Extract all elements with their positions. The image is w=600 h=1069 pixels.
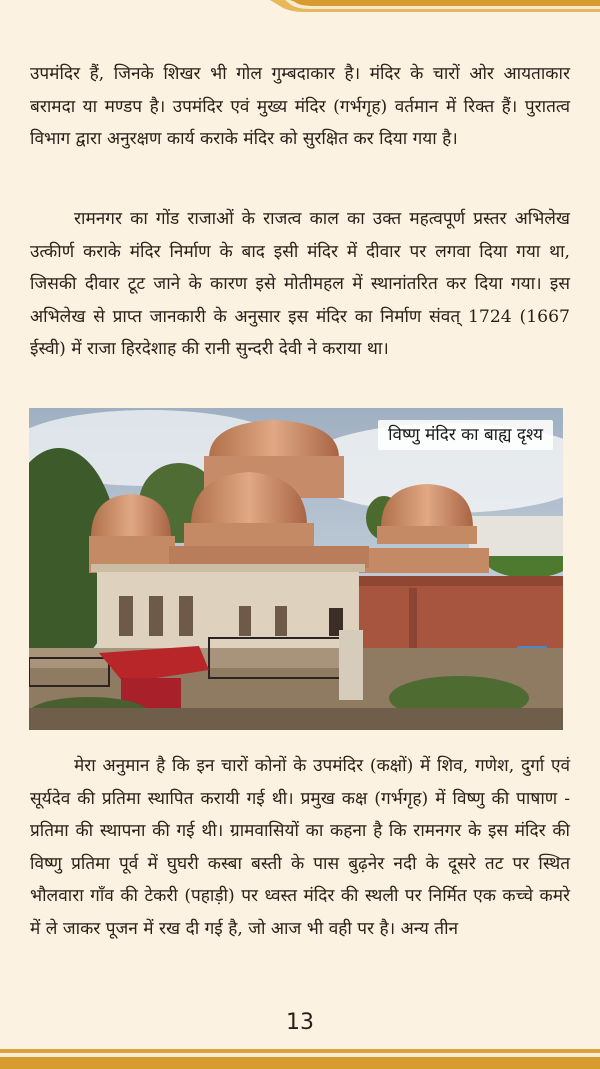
page-number: 13 — [286, 1010, 314, 1035]
top-decorative-band — [0, 0, 600, 30]
photo-caption: विष्णु मंदिर का बाह्य दृश्य — [378, 420, 553, 450]
paragraph-1: उपमंदिर हैं, जिनके शिखर भी गोल गुम्बदाकार है। मंदिर के चारों ओर आयताकार बरामदा या मण्डप है। उपमंदिर एवं मुख्य मंदिर (गर्भगृह) वर्तमान में रिक्त हैं। पुरातत्व विभाग द्वारा अनुरक्षण कार्य कराके मंदिर को सुरक्षित कर दिया गया है। — [30, 64, 570, 150]
temple-illustration — [29, 408, 563, 730]
paragraph-2-text: रामनगर का गोंड राजाओं के राजत्व काल का उक्त महत्वपूर्ण प्रस्तर अभिलेख उत्कीर्ण कराके मंदिर निर्माण के बाद इसी मंदिर में दीवार पर लगवा दिया गया था, जिसकी दीवार टूट जाने के कारण इसे मोतीमहल में स्थानांतरित कर दिया गया। इस अभिलेख से प्राप्त जानकारी के अनुसार इस मंदिर का निर्माण संवत् 1724 (1667 ईस्वी) में राजा हिरदेशाह की रानी सुन्दरी देवी ने कराया था। — [30, 209, 570, 360]
paragraph-2 — [30, 203, 570, 366]
paragraph-3-text: मेरा अनुमान है कि इन चारों कोनों के उपमंदिर (कक्षों) में शिव, गणेश, दुर्गा एवं सूर्यदेव की प्रतिमा स्थापित करायी गई थी। प्रमुख कक्ष (गर्भगृह) में विष्णु की पाषाण - प्रतिमा की स्थापना की गई थी। ग्रामवासियों का कहना है कि रामनगर के इस मंदिर की विष्णु प्रतिमा पूर्व में घुघरी कस्बा बस्ती के पास बुढ़नेर नदी के दूसरे तट पर स्थित भौलवारा गाँव की टेकरी (पहाड़ी) पर ध्वस्त मंदिर की स्थली पर निर्मित एक कच्चे कमरे में ले जाकर पूजन में रख दी गई है, जो आज भी वही पर है। अन्य तीन — [30, 756, 570, 939]
temple-photo — [29, 408, 563, 730]
bottom-decorative-band — [0, 1043, 600, 1069]
paragraph-3 — [30, 750, 570, 946]
